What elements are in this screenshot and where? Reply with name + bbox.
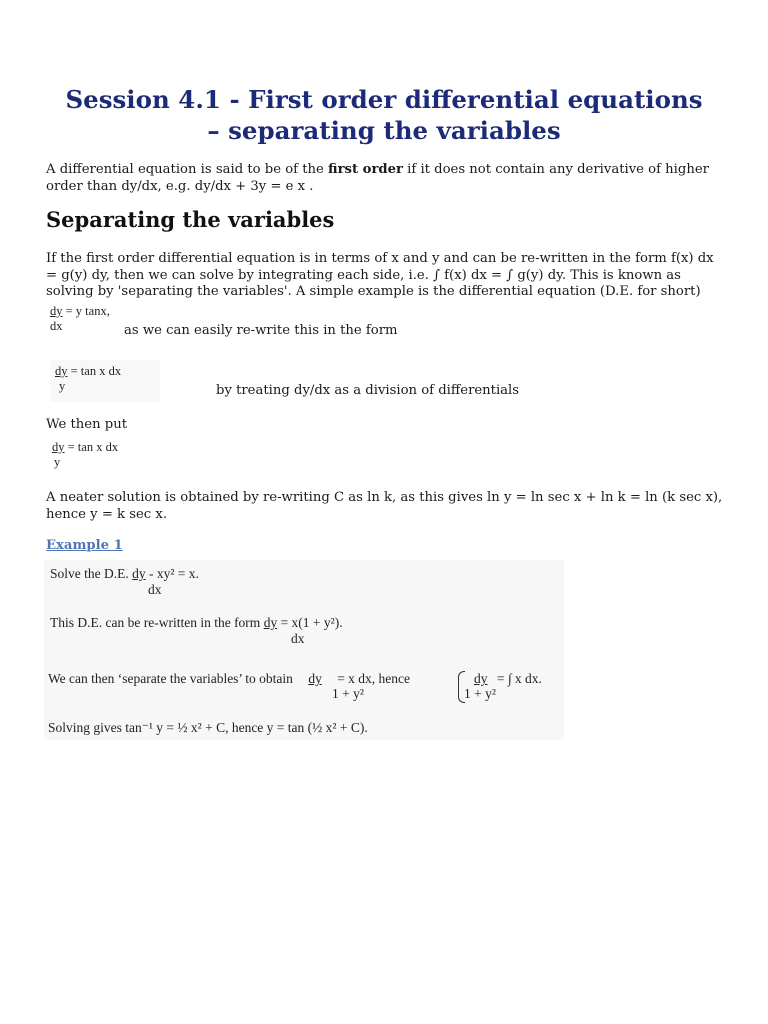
example-line-3-mid: = x dx, hence — [333, 671, 411, 686]
example-line-3 — [48, 671, 410, 687]
title-line-1: Session 4.1 - First order differential equations — [65, 85, 703, 114]
eq1-denominator: dx — [50, 319, 63, 333]
example-1-link[interactable]: Example 1 — [46, 538, 123, 553]
equation-3 — [52, 440, 118, 470]
example-1-block — [44, 560, 564, 740]
eq3-rhs: = tan x dx — [64, 440, 119, 454]
example-line-1-post: - xy² = x. — [145, 566, 199, 581]
eq2-explanation: by treating dy/dx as a division of differentials — [216, 383, 520, 398]
example-line-1 — [50, 566, 199, 582]
example-line-4: Solving gives tan⁻¹ y = ½ x² + C, hence y = tan (½ x² + C). — [48, 720, 368, 735]
example-line-3-int-post: = ∫ x dx. — [493, 671, 542, 686]
example-line-3-pre: We can then ‘separate the variables’ to obtain — [48, 671, 297, 686]
neater-solution-paragraph: A neater solution is obtained by re-writing C as ln k, as this gives ln y = ln sec x + ln k = ln (k sec x), hence y = k sec x. — [46, 490, 723, 522]
intro-paragraph — [46, 162, 726, 195]
example-line-2-num: dy — [263, 615, 278, 630]
example-line-3-den: 1 + y² — [332, 686, 364, 701]
equation-1 — [50, 304, 110, 334]
section-paragraph: If the first order differential equation is in terms of x and y and can be re-written in the form f(x) dx = g(y) dy, then we can solve by integrating each side, i.e. ∫ f(x) dx = ∫ g(y) dy. This is known as solving by 'separating the variables'. A simple example is the differential equation (D.E. for short) — [46, 251, 714, 299]
example-line-3-num: dy — [308, 671, 322, 686]
page-title — [20, 84, 748, 146]
we-then-put-text: We then put — [46, 417, 127, 432]
eq2-rhs: = tan x dx — [67, 364, 122, 378]
example-line-2-den: dx — [291, 631, 305, 646]
intro-text-before: A differential equation is said to be of the — [46, 162, 329, 177]
title-line-2: – separating the variables — [207, 116, 561, 145]
example-line-1-num: dy — [132, 566, 146, 581]
example-line-2-post: = x(1 + y²). — [277, 615, 343, 630]
eq2-numerator: dy — [55, 364, 68, 378]
equation-2 — [55, 364, 121, 394]
eq1-rhs: = y tanx, — [62, 304, 110, 318]
intro-text-after: if it does not contain any derivative of higher order than dy/dx, e.g. dy/dx + 3y = e x . — [46, 162, 709, 194]
example-line-3-integral — [468, 671, 542, 687]
section-heading: Separating the variables — [46, 207, 335, 232]
intro-bold-term: first order — [328, 162, 403, 177]
eq2-denominator: y — [59, 379, 66, 393]
eq3-numerator: dy — [52, 440, 65, 454]
eq3-denominator: y — [54, 455, 61, 469]
eq1-numerator: dy — [50, 304, 63, 318]
eq1-explanation: as we can easily re-write this in the form — [124, 323, 398, 338]
example-line-3-int-num: dy — [474, 671, 488, 686]
example-line-1-den: dx — [148, 582, 162, 597]
example-line-1-pre: Solve the D.E. — [50, 566, 133, 581]
example-line-2 — [50, 615, 343, 631]
example-line-3-int-den: 1 + y² — [464, 686, 496, 701]
example-line-2-pre: This D.E. can be re-written in the form — [50, 615, 264, 630]
